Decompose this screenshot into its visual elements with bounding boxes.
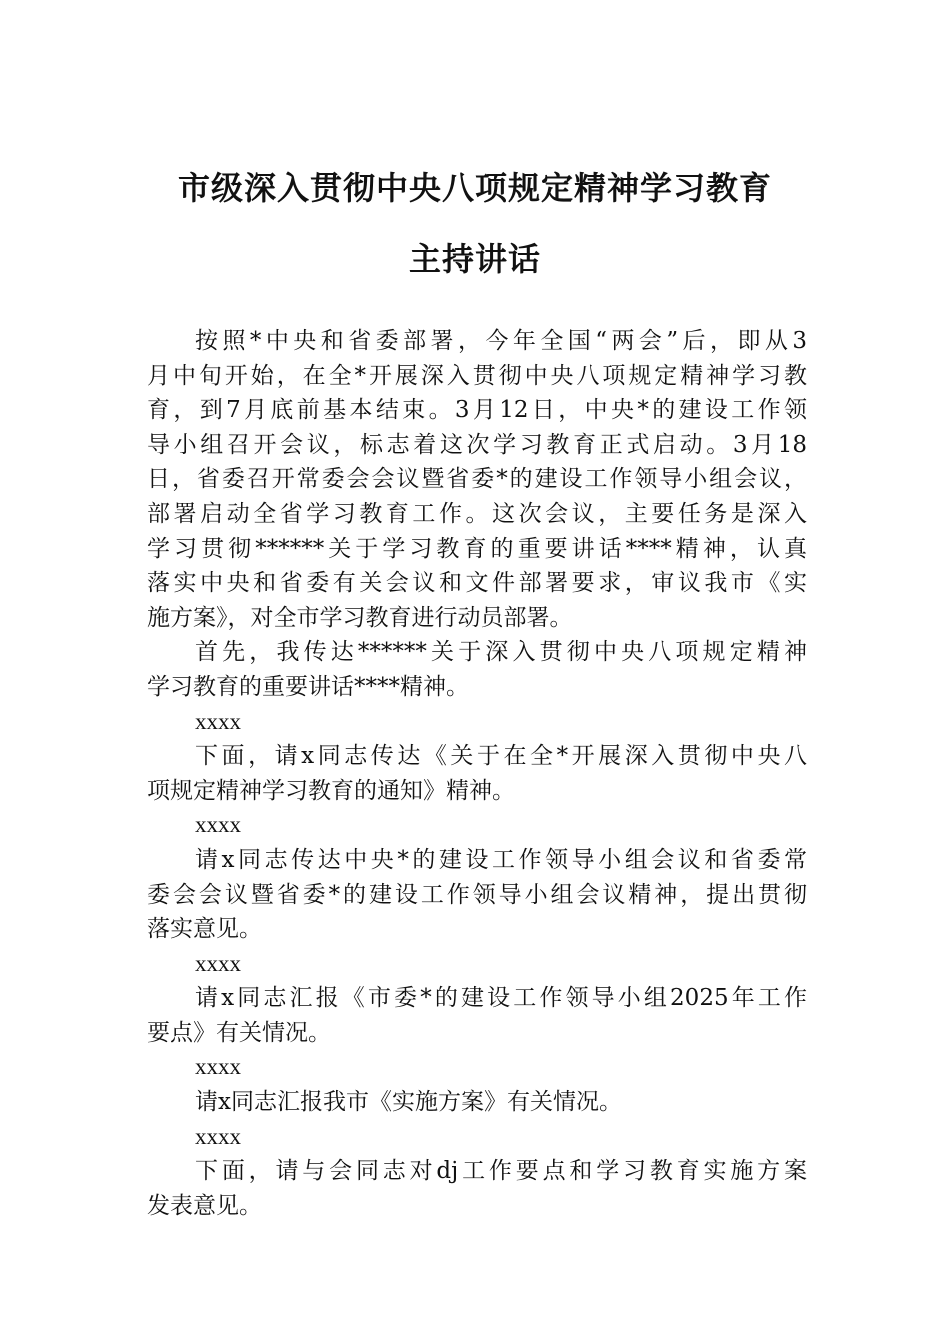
paragraph-line: 部署启动全省学习教育工作。这次会议，主要任务是深入 bbox=[147, 500, 807, 527]
paragraph-line: 按照*中央和省委部署，今年全国“两会”后，即从3 bbox=[195, 328, 807, 354]
paragraph bbox=[147, 739, 807, 808]
paragraph-line: 请x同志汇报《市委*的建设工作领导小组2025年工作 bbox=[195, 985, 807, 1012]
paragraph-line: 下面，请与会同志对dj工作要点和学习教育实施方案 bbox=[195, 1158, 807, 1185]
paragraph-line: 学习贯彻******关于学习教育的重要讲话****精神，认真 bbox=[147, 535, 807, 562]
placeholder-marker: xxxx bbox=[195, 708, 241, 734]
paragraph-line: 下面，请x同志传达《关于在全*开展深入贯彻中央八 bbox=[195, 743, 807, 770]
document-title-line-1: 市级深入贯彻中央八项规定精神学习教育 bbox=[177, 169, 772, 207]
paragraph-line: 请x同志汇报我市《实施方案》有关情况。 bbox=[195, 1089, 622, 1116]
paragraph bbox=[147, 1050, 807, 1085]
paragraph-line: 首先，我传达******关于深入贯彻中央八项规定精神 bbox=[195, 639, 807, 666]
paragraph-line: 落实中央和省委有关会议和文件部署要求，审议我市《实 bbox=[147, 570, 807, 597]
paragraph-line: 要点》有关情况。 bbox=[147, 1019, 331, 1046]
placeholder-marker: xxxx bbox=[195, 1054, 241, 1080]
paragraph bbox=[147, 705, 807, 740]
paragraph bbox=[147, 324, 807, 635]
paragraph-line: 请x同志传达中央*的建设工作领导小组会议和省委常 bbox=[195, 846, 807, 873]
paragraph bbox=[147, 635, 807, 704]
paragraph-line: 发表意见。 bbox=[147, 1192, 262, 1219]
paragraph bbox=[147, 1154, 807, 1223]
placeholder-marker: xxxx bbox=[195, 812, 241, 838]
placeholder-marker: xxxx bbox=[195, 1123, 241, 1149]
placeholder-marker: xxxx bbox=[195, 950, 241, 976]
paragraph bbox=[147, 947, 807, 982]
paragraph bbox=[147, 843, 807, 947]
paragraph-line: 委会会议暨省委*的建设工作领导小组会议精神，提出贯彻 bbox=[147, 881, 807, 908]
paragraph bbox=[147, 1120, 807, 1155]
document-title-line-2: 主持讲话 bbox=[408, 240, 541, 278]
paragraph-line: 月中旬开始，在全*开展深入贯彻中央八项规定精神学习教 bbox=[147, 362, 807, 389]
paragraph bbox=[147, 1085, 807, 1120]
document-body bbox=[147, 324, 807, 1223]
paragraph-line: 项规定精神学习教育的通知》精神。 bbox=[147, 777, 515, 804]
paragraph bbox=[147, 808, 807, 843]
paragraph-line: 育，到7月底前基本结束。3月12日，中央*的建设工作领 bbox=[147, 397, 807, 424]
paragraph-line: 落实意见。 bbox=[147, 916, 262, 943]
paragraph-line: 导小组召开会议，标志着这次学习教育正式启动。3月18 bbox=[147, 431, 807, 458]
paragraph-line: 学习教育的重要讲话****精神。 bbox=[147, 673, 469, 700]
paragraph bbox=[147, 981, 807, 1050]
paragraph-line: 施方案》，对全市学习教育进行动员部署。 bbox=[147, 604, 573, 631]
paragraph-line: 日，省委召开常委会会议暨省委*的建设工作领导小组会议， bbox=[147, 466, 807, 493]
